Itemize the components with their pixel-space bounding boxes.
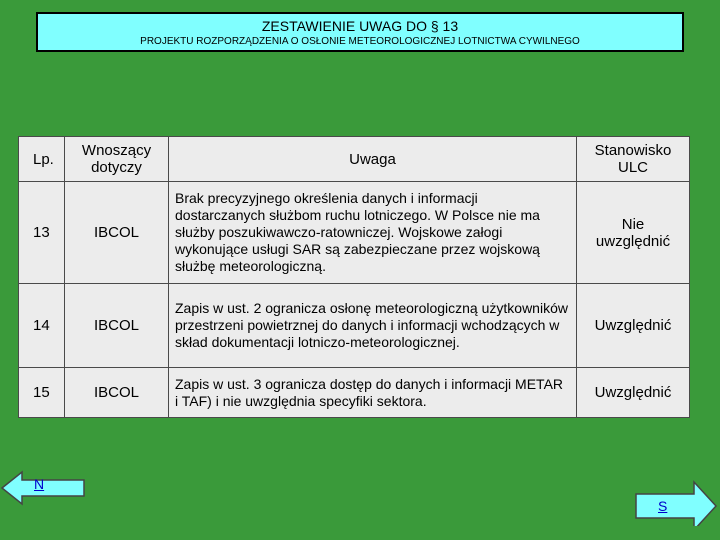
row-who: IBCOL [65, 368, 169, 418]
col-header-note: Uwaga [169, 137, 577, 182]
row-who: IBCOL [65, 284, 169, 368]
row-status: Nie uwzględnić [577, 182, 690, 284]
row-status: Uwzględnić [577, 284, 690, 368]
row-status: Uwzględnić [577, 368, 690, 418]
title-box [36, 12, 684, 52]
comments-table [18, 136, 690, 418]
next-slide-label[interactable]: S [658, 498, 668, 514]
row-lp: 14 [19, 284, 65, 368]
row-lp: 15 [19, 368, 65, 418]
table-row [19, 182, 690, 284]
left-arrow-icon [0, 470, 90, 506]
table-row [19, 284, 690, 368]
row-note: Brak precyzyjnego określenia danych i informacji dostarczanych służbom ruchu lotniczego. W Polsce nie ma służby poszukiwawczo-ratowniczej. Wojskowe załogi wykonujące usługi SAR są zabezpieczane przez wojskową służbę meteorologiczną. [169, 182, 577, 284]
table-row [19, 368, 690, 418]
col-header-who: Wnoszący dotyczy [65, 137, 169, 182]
table-header-row [19, 137, 690, 182]
prev-slide-button[interactable] [0, 470, 90, 506]
row-lp: 13 [19, 182, 65, 284]
page-title: ZESTAWIENIE UWAG DO § 13 [261, 18, 459, 34]
page-subtitle: PROJEKTU ROZPORZĄDZENIA O OSŁONIE METEOROLOGICZNEJ LOTNICTWA CYWILNEGO [140, 36, 580, 47]
col-header-status: Stanowisko ULC [577, 137, 690, 182]
row-who: IBCOL [65, 182, 169, 284]
prev-slide-label[interactable]: N [34, 476, 45, 492]
col-header-lp: Lp. [19, 137, 65, 182]
right-arrow-icon [632, 470, 720, 526]
next-slide-button[interactable] [632, 470, 720, 526]
row-note: Zapis w ust. 3 ogranicza dostęp do danych i informacji METAR i TAF) i nie uwzględnia specyfiki sektora. [169, 368, 577, 418]
row-note: Zapis w ust. 2 ogranicza osłonę meteorologiczną użytkowników przestrzeni powietrznej do danych i informacji wchodzących w skład dokumentacji lotniczo-meteorologicznej. [169, 284, 577, 368]
